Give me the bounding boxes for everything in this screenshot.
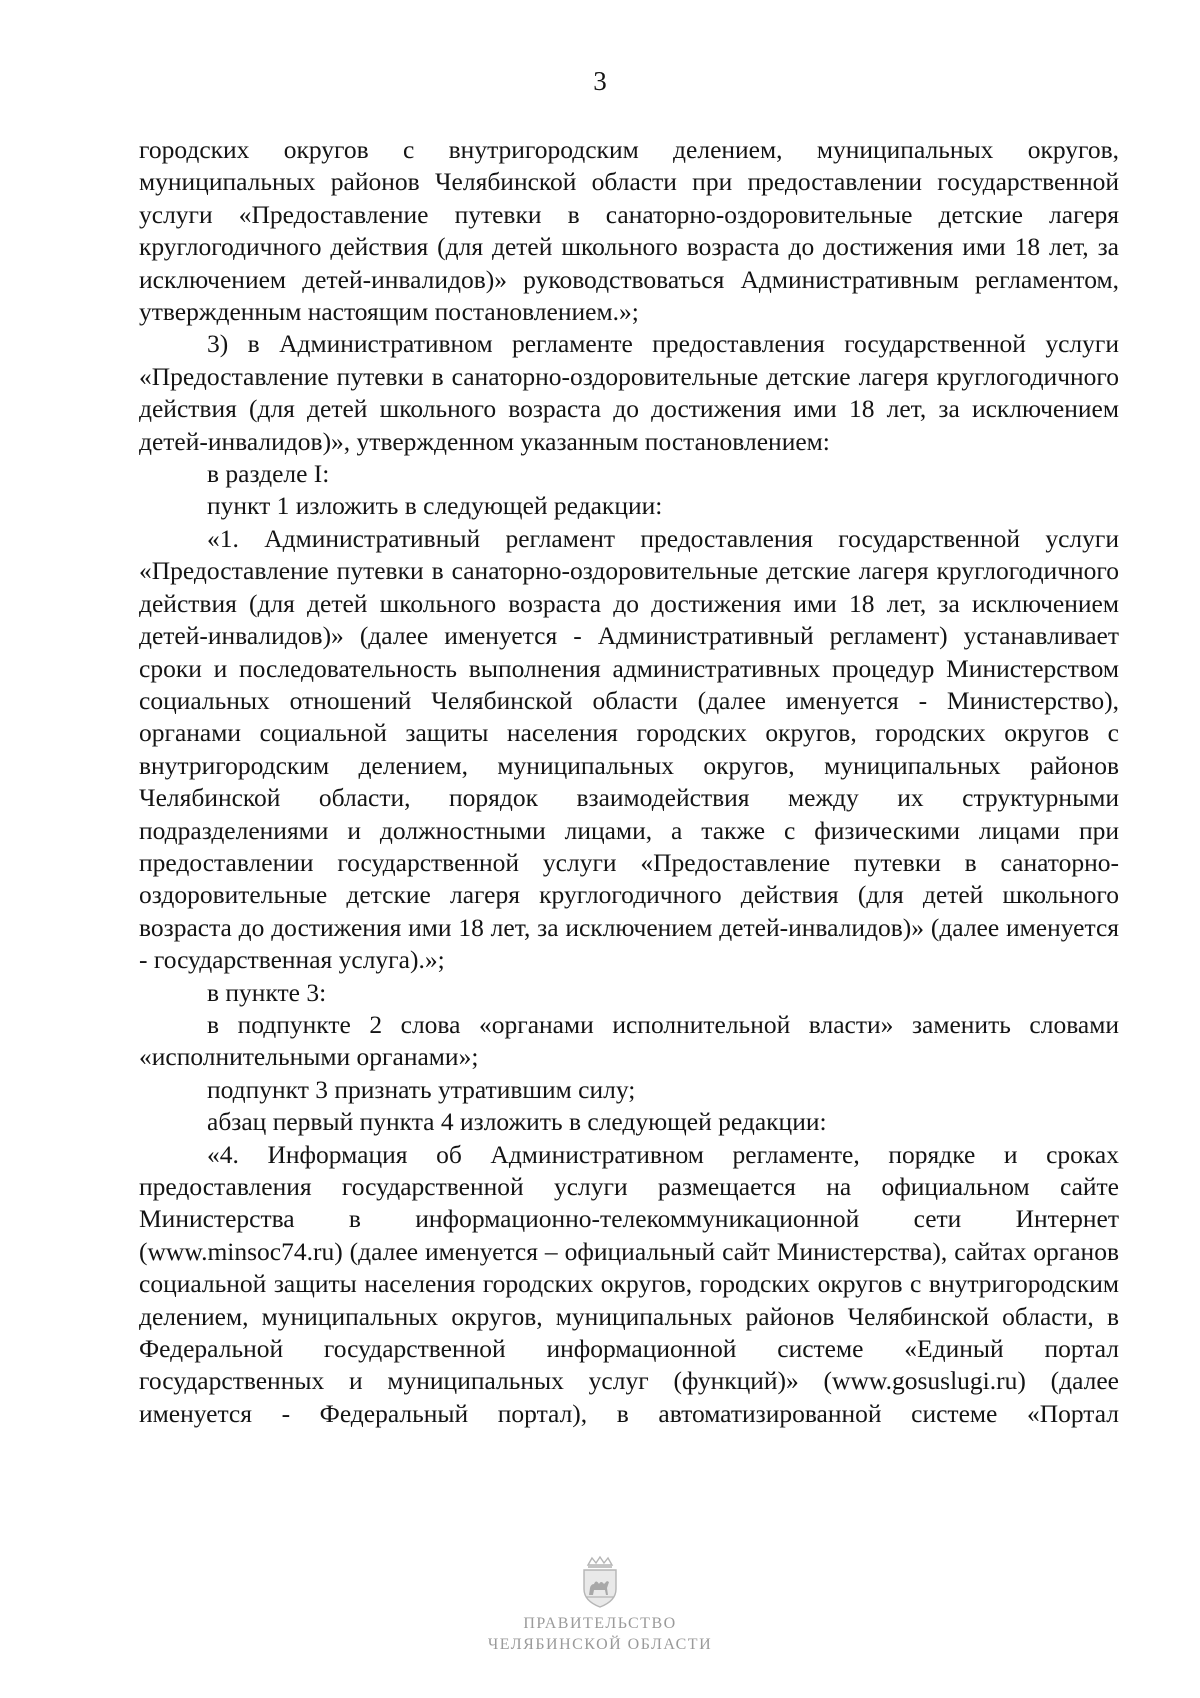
- paragraph-2: 3) в Административном регламенте предоставления государственной услуги «Предоставление путевки в санаторно-оздоровительные детские лагеря круглогодичного действия (для детей школьного возраста до достижения ими 18 лет, за исключением детей-инвалидов)», утвержденном указанным постановлением:: [139, 329, 1119, 456]
- page-number: 3: [593, 66, 607, 96]
- footer-stamp: [0, 1555, 1200, 1655]
- chelyabinsk-camel-emblem-icon: [578, 1555, 622, 1609]
- paragraph-4: пункт 1 изложить в следующей редакции:: [207, 491, 663, 521]
- paragraph-8: подпункт 3 признать утратившим силу;: [207, 1074, 636, 1104]
- paragraph-7: в подпункте 2 слова «органами исполнительной власти» заменить словами «исполнительными органами»;: [139, 1009, 1119, 1072]
- paragraph-9: абзац первый пункта 4 изложить в следующей редакции:: [207, 1107, 827, 1137]
- footer-line-government: ПРАВИТЕЛЬСТВО: [523, 1615, 677, 1632]
- document-body: [139, 134, 1119, 1430]
- paragraph-5: «1. Административный регламент предоставления государственной услуги «Предоставление путевки в санаторно-оздоровительные детские лагеря круглогодичного действия (для детей школьного возраста до достижения ими 18 лет, за исключением детей-инвалидов)» (далее именуется - Административный регламент) устанавливает сроки и последовательность выполнения административных процедур Министерством социальных отношений Челябинской области (далее именуется - Министерство), органами социальной защиты населения городских округов, городских округов с внутригородским делением, муниципальных округов, муниципальных районов Челябинской области, порядок взаимодействия между их структурными подразделениями и должностными лицами, а также с физическими лицами при предоставлении государственной услуги «Предоставление путевки в санаторно-оздоровительные детские лагеря круглогодичного действия (для детей школьного возраста до достижения ими 18 лет, за исключением детей-инвалидов)» (далее именуется - государственная услуга).»;: [139, 523, 1119, 975]
- paragraph-10: «4. Информация об Административном регламенте, порядке и сроках предоставления государственной услуги размещается на официальном сайте Министерства в информационно-телекоммуникационной сети Интернет (www.minsoc74.ru) (далее именуется – официальный сайт Министерства), сайтах органов социальной защиты населения городских округов, городских округов с внутригородским делением, муниципальных округов, муниципальных районов Челябинской области, в Федеральной государственной информационной системе «Единый портал государственных и муниципальных услуг (функций)» (www.gosuslugi.ru) (далее именуется - Федеральный портал), в автоматизированной системе «Портал: [139, 1139, 1119, 1428]
- paragraph-3: в разделе I:: [207, 459, 330, 489]
- paragraph-1: городских округов с внутригородским делением, муниципальных округов, муниципальных районов Челябинской области при предоставлении государственной услуги «Предоставление путевки в санаторно-оздоровительные детские лагеря круглогодичного действия (для детей школьного возраста до достижения ими 18 лет, за исключением детей-инвалидов)» руководствоваться Административным регламентом, утвержденным настоящим постановлением.»;: [139, 135, 1119, 327]
- footer-line-region: ЧЕЛЯБИНСКОЙ ОБЛАСТИ: [487, 1636, 713, 1653]
- paragraph-6: в пункте 3:: [207, 977, 327, 1007]
